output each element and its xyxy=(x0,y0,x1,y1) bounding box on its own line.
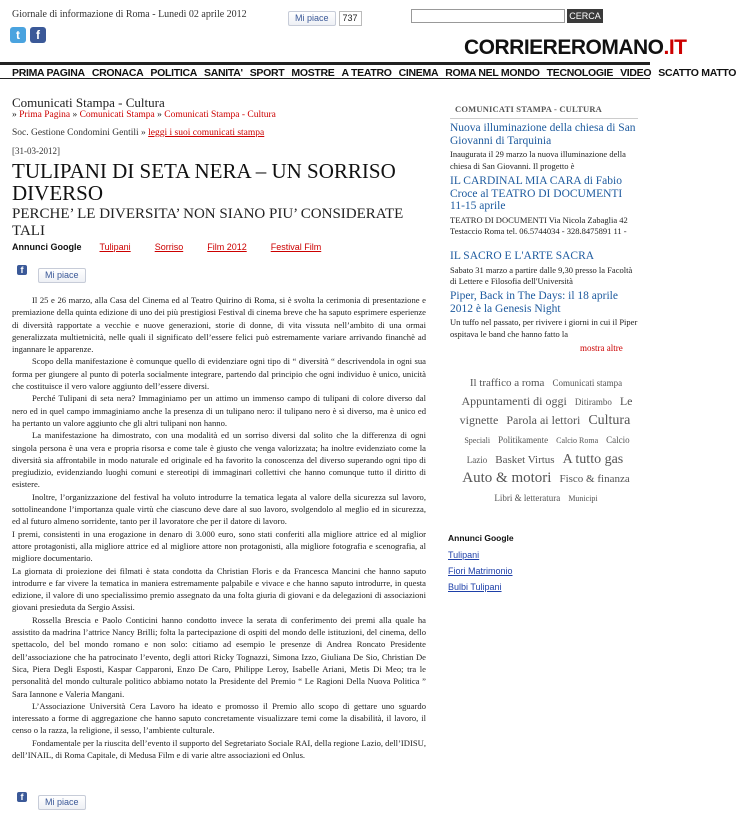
nav-item-video[interactable]: VIDEO xyxy=(620,67,652,79)
article-paragraph: Il 25 e 26 marzo, alla Casa del Cinema ed al Teatro Quirino di Roma, si è svolta la cerimonia di presentazione e premiazione della quinta edizione di uno dei più prestigiosi Festival di cinema breve che ha saputo esprimere esperienze di diversità rapportate a vecchie e nuove generazioni, storie di donne, di vita vissuta nell’ambito di una ormai generalizzata multietnicità, nelle quali il significato dell’essere felici può estremamente variare arrivando financhè ad ingannare le apparenze. xyxy=(12,295,426,355)
nav-item-roma-nel-mondo[interactable]: ROMA NEL MONDO xyxy=(445,67,540,79)
article-subheadline: PERCHE’ LE DIVERSITA’ NON SIANO PIU’ CONSIDERATE TALI xyxy=(12,206,404,239)
article-paragraph: La manifestazione ha dimostrato, con una modalità ed un sorriso diversi dal solito che la differenza di ogni singola persona è una vera e propria risorsa e come tale è giusto che venga valorizzata; ha inoltre evidenziato come la diversità sia affrontabile in modo naturale ed originale ed ha favorito la conoscenza del diverso superando ogni tipo di pregiudizio, evidenziando luoghi comuni e stereotipi di immaginari collettivi che hanno comunque tutto il diritto di esistere. xyxy=(12,430,426,490)
nav-item-cinema[interactable]: CINEMA xyxy=(398,67,439,79)
sidebar-news-item[interactable] xyxy=(450,175,638,238)
breadcrumb-separator: » xyxy=(12,110,17,120)
ad-links-sidebar xyxy=(448,533,514,598)
article-paragraph: La giornata di proiezione dei filmati è stata condotta da Christian Floris e da Francesca Mancini che hanno saputo introdurre e far vivere la tematica in maniera estremamente palpabile e vivace e che hanno saputo introdurre, in questa edizione, il valore di uno specialissimo premio assegnato da una folta giuria di giovani e da delegazioni di associazioni giovani presieduta da Sergio Assisi. xyxy=(12,565,426,613)
section-title: Comunicati Stampa - Cultura xyxy=(12,95,165,110)
footer-like-button[interactable]: Mi piace xyxy=(38,795,86,810)
nav-item-a-teatro[interactable]: A TEATRO xyxy=(341,67,392,79)
article-paragraph: Perché Tulipani di seta nera? Immaginiamo per un attimo un immenso campo di tulipani di colore diverso dal nero ed in quel campo immaginiamo anche la presenza di un tulipano nero: il tulipano nero è sì diverso, ma è unico ed ha pertanto un valore aggiunto che gli altri tulipani non hanno. xyxy=(12,393,426,428)
tag-cloud-item[interactable]: Libri & letteratura xyxy=(494,493,561,503)
search-input[interactable] xyxy=(411,9,565,23)
article-like-widget xyxy=(38,265,86,283)
logo-main: CORRIEREROMANO xyxy=(464,36,664,59)
tag-cloud-item[interactable]: Cultura xyxy=(588,413,631,428)
sidebar-news-item[interactable] xyxy=(450,250,638,288)
ad-link[interactable]: Tulipani xyxy=(448,550,480,560)
nav-item-prima-pagina[interactable]: PRIMA PAGINA xyxy=(12,67,85,79)
site-logo[interactable] xyxy=(464,36,687,60)
ad-link[interactable]: Bulbi Tulipani xyxy=(448,582,502,592)
ad-link[interactable]: Film 2012 xyxy=(207,242,247,252)
sidebar-news-title[interactable]: Nuova illuminazione della chiesa di San Giovanni di Tarquinia xyxy=(450,122,636,147)
twitter-icon[interactable]: t xyxy=(10,27,26,43)
ad-label: Annunci Google xyxy=(448,533,514,543)
sidebar-heading: COMUNICATI STAMPA - CULTURA xyxy=(455,104,602,114)
sidebar-news-title[interactable]: IL SACRO E L'ARTE SACRA xyxy=(450,250,595,262)
author-link[interactable]: leggi i suoi comunicati stampa xyxy=(148,128,265,138)
article-paragraph: Scopo della manifestazione è comunque quello di evidenziare ogni tipo di “ diversità “ descrivendola in ogni sua forma per giungere al punto di poterla socialmente integrare, partendo dal principio che ogni individuo è unico, unicità che costituisce il vero valore aggiunto dell’essere diversi. xyxy=(12,356,426,392)
tag-cloud-item[interactable]: Calcio Roma xyxy=(556,436,599,445)
logo-suffix: .IT xyxy=(663,36,687,59)
header-like-widget xyxy=(288,8,362,26)
breadcrumb-separator: » xyxy=(72,110,78,120)
nav-item-scatto-matto[interactable]: SCATTO MATTO xyxy=(658,67,736,79)
sidebar-news-desc: TEATRO DI DOCUMENTI Via Nicola Zabaglia 42 Testaccio Roma tel. 06.5744034 - 328.8475891 11 - xyxy=(450,214,628,236)
sidebar-news-item[interactable] xyxy=(450,290,638,340)
tag-cloud-item[interactable]: Appuntamenti di oggi xyxy=(461,394,567,408)
nav-item-sanita[interactable]: SANITA' xyxy=(204,67,243,79)
search-button[interactable]: CERCA xyxy=(567,9,603,23)
facebook-share-icon[interactable]: f xyxy=(17,792,27,802)
tag-cloud-item[interactable]: Auto & motori xyxy=(462,470,552,486)
sidebar-news-title[interactable]: IL CARDINAL MIA CARA di Fabio Croce al TEATRO DI DOCUMENTI 11-15 aprile xyxy=(450,175,623,212)
author-name: Soc. Gestione Condomini Gentili » xyxy=(12,128,149,138)
ad-link[interactable]: Fiori Matrimonio xyxy=(448,566,513,576)
sidebar-news-item[interactable] xyxy=(450,122,638,172)
ad-label: Annunci Google xyxy=(12,242,82,252)
tag-cloud-item[interactable]: Parola ai lettori xyxy=(506,413,581,427)
header-like-button[interactable]: Mi piace xyxy=(288,11,336,26)
breadcrumb-comunicati-stampa[interactable]: Comunicati Stampa xyxy=(79,110,155,120)
sidebar-divider xyxy=(450,118,638,119)
show-more-link[interactable]: mostra altre xyxy=(580,343,623,353)
tag-cloud-item[interactable]: Ditirambo xyxy=(574,397,612,407)
article-body xyxy=(12,294,426,761)
tag-cloud-item[interactable]: Calcio Lazio xyxy=(466,435,630,465)
sidebar-news-desc: Un tuffo nel passato, per rivivere i giorni in cui il Piper ospitava le band che hanno fatto la xyxy=(450,317,638,339)
search-form xyxy=(411,9,603,23)
article-paragraph: I premi, consistenti in una erogazione in denaro di 3.000 euro, sono stati conferiti alla migliore attrice ed al miglior attore protagonisti, alla migliore attrice ed al migliore attore non protagonisti, alla migliore fotografia e scenografia, al migliore documentario. xyxy=(12,528,426,564)
main-nav xyxy=(0,62,736,79)
breadcrumb xyxy=(12,110,276,120)
article-like-button[interactable]: Mi piace xyxy=(38,268,86,283)
facebook-share-icon[interactable]: f xyxy=(17,265,27,275)
footer-like-widget xyxy=(38,792,86,810)
tag-cloud xyxy=(452,373,640,508)
facebook-icon[interactable]: f xyxy=(30,27,46,43)
nav-item-tecnologie[interactable]: TECNOLOGIE xyxy=(546,67,614,79)
ad-links-top xyxy=(12,242,345,252)
nav-item-sport[interactable]: SPORT xyxy=(249,67,285,79)
tag-cloud-item[interactable]: Municipi xyxy=(568,494,598,503)
tag-cloud-item[interactable]: Politikamente xyxy=(498,435,549,445)
ad-link[interactable]: Festival Film xyxy=(270,242,322,252)
breadcrumb-comunicati-cultura[interactable]: Comunicati Stampa - Cultura xyxy=(164,110,276,120)
article-paragraph: Rossella Brescia e Paolo Conticini hanno condotto invece la serata di conferimento dei premi alla quale ha assistito da madrina l’attrice Nancy Brilli; folta la partecipazione di ospiti del mondo delle istituzioni, del cinema, dello spettacolo, del bel mondo romano e non solo: citiamo ad esempio le presenze di Andrea Roncato Presidente dell’associazione che ha patrocinato l’evento, degli attori Ricky Tognazzi, Simona Izzo, Giuliana De Sio, Christian De Sica, Piera Degli Esposti, Kaspar Capparoni, Enzo De Caro, Philippe Leroy, Isabelle Ariani, Metis Di Meo; tra le personalità del mondo culturale politico abbiamo notato la Presidente del Premio “ Le Ragioni Della Nuova Politica ” Sara Iannone e Valeria Mangani. xyxy=(12,614,426,699)
nav-item-mostre[interactable]: MOSTRE xyxy=(291,67,335,79)
breadcrumb-prima-pagina[interactable]: Prima Pagina xyxy=(19,110,71,120)
article-paragraph: Fondamentale per la riuscita dell’evento il supporto del Segretariato Sociale RAI, della regione Lazio, dell’IDISU, dell’INAIL, di Roma Capitale, di Medusa Film e di varie altre associazioni ed Onlus. xyxy=(12,737,426,760)
author-line xyxy=(12,128,264,138)
site-tagline: Giornale di informazione di Roma - Lunedì 02 aprile 2012 xyxy=(12,9,247,20)
tag-cloud-item[interactable]: Il traffico a roma xyxy=(469,377,545,389)
article-headline: TULIPANI DI SETA NERA – UN SORRISO DIVERSO xyxy=(12,159,396,205)
ad-link[interactable]: Tulipani xyxy=(99,242,131,252)
nav-item-cronaca[interactable]: CRONACA xyxy=(91,67,144,79)
sidebar-news-desc: Inaugurata il 29 marzo la nuova illuminazione della chiesa di San Giovanni. Il progetto è xyxy=(450,149,626,171)
tag-cloud-item[interactable]: Le vignette xyxy=(459,394,633,427)
nav-item-politica[interactable]: POLITICA xyxy=(150,67,198,79)
tag-cloud-item[interactable]: Comunicati stampa xyxy=(552,378,623,388)
tag-cloud-item[interactable]: Fisco & finanza xyxy=(559,473,630,485)
sidebar-news-desc: Sabato 31 marzo a partire dalle 9,30 presso la Facoltà di Lettere e Filosofia dell'Università xyxy=(450,264,633,286)
tag-cloud-item[interactable]: Basket Virtus xyxy=(495,454,555,466)
article-date: [31-03-2012] xyxy=(12,146,60,156)
sidebar-news-title[interactable]: Piper, Back in The Days: il 18 aprile 2012 è la Genesis Night xyxy=(450,290,618,315)
tag-cloud-item[interactable]: Speciali xyxy=(464,436,491,445)
article-paragraph: Inoltre, l’organizzazione del festival ha voluto introdurre la tematica legata al valore della sicurezza sul lavoro, sottolineandone l’importanza quale virtù che ciascuno deve dare al suo lavoro, svolgendolo al meglio ed in sicurezza, ed al futuro almeno sorridente, tanto per il lavoratore che per il datore di lavoro. xyxy=(12,491,426,527)
tag-cloud-item[interactable]: A tutto gas xyxy=(562,452,624,467)
ad-link[interactable]: Sorriso xyxy=(154,242,184,252)
breadcrumb-separator: » xyxy=(157,110,162,120)
article-paragraph: L’Associazione Università Cera Lavoro ha ideato e promosso il Premio allo scopo di gettare uno sguardo interessato a forme di aggregazione che hanno saputo concretamente visualizzare temi come la disabilità, il lavoro, il censo o la razza, la religione, il sesso, l’ambiente culturale. xyxy=(12,700,426,736)
header-like-count: 737 xyxy=(339,11,362,26)
